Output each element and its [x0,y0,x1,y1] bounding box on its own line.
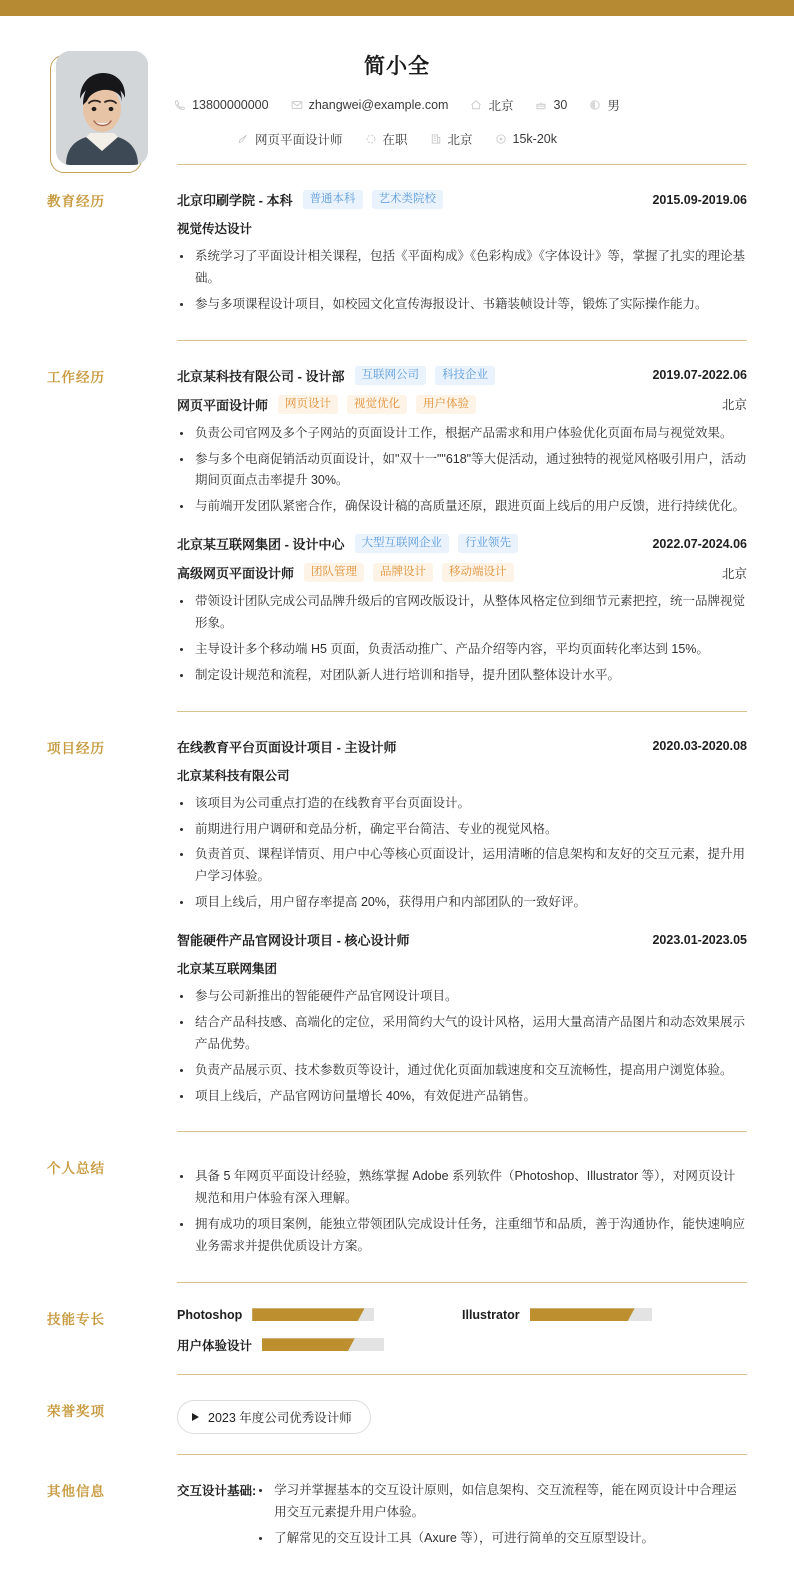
skill-progress-fill [530,1308,635,1321]
tag: 团队管理 [304,563,364,582]
skills-grid [177,1308,747,1354]
section-3 [47,1131,747,1282]
entry-subline: 视觉传达设计 [177,222,253,236]
phone-icon [174,99,186,111]
tag: 行业领先 [458,534,518,553]
list-item: 具备 5 年网页平面设计经验，熟练掌握 Adobe 系列软件（Photoshop、Illustrator 等），对网页设计规范和用户体验有深入理解。 [177,1166,747,1210]
meta-email [291,98,449,112]
section-0 [47,164,747,340]
bullet-list [177,423,747,519]
skill-progress-fill [252,1308,364,1321]
entry-title-group [177,534,527,553]
meta-target-job [237,130,343,148]
entry-title-group [177,366,504,385]
meta-age-text: 30 [553,98,568,112]
section-content [177,1386,747,1454]
play-triangle-icon [192,1413,199,1421]
list-item: 主导设计多个移动端 H5 页面，负责活动推广、产品介绍等内容，平均页面转化率达到 15%。 [177,639,747,661]
resume-header [0,16,794,164]
meta-gender-text: 男 [607,99,620,113]
entry-title-group [177,930,420,949]
honor-label: 2023 年度公司优秀设计师 [208,1410,352,1425]
list-item: 负责首页、课程详情页、用户中心等核心页面设计，运用清晰的信息架构和友好的交互元素，提升用户学习体验。 [177,844,747,888]
section-label: 工作经历 [47,369,105,385]
meta-salary [495,132,557,146]
list-item: 了解常见的交互设计工具（Axure 等），可进行简单的交互原型设计。 [256,1528,747,1550]
meta-phone-text: 13800000000 [192,98,269,112]
bullet-list [177,246,747,316]
skill-name: Photoshop [177,1307,243,1322]
bullet-list [177,1166,747,1258]
tag: 用户体验 [416,395,476,414]
skill-progress-track [530,1308,652,1321]
section-label: 其他信息 [47,1483,105,1499]
experience-entry [177,190,747,316]
list-item: 参与多个电商促销活动页面设计，如"双十一""618"等大促活动，通过独特的视觉风格吸引用户，活动期间页面点击率提升 30%。 [177,449,747,493]
avatar [50,51,148,175]
meta-target-city-text: 北京 [447,133,473,147]
tag: 艺术类院校 [372,190,444,209]
tag: 品牌设计 [373,563,433,582]
entry-date-range: 2020.03-2020.08 [652,739,747,754]
entry-location: 北京 [721,566,747,581]
entry-header-row [177,366,747,385]
section-content [177,1143,747,1282]
entry-date-range: 2019.07-2022.06 [652,368,747,383]
resume-body [0,164,794,1574]
section-content [177,1466,747,1574]
section-content [177,352,747,711]
section-6 [47,1454,747,1574]
experience-entry [177,534,747,687]
entry-role-row [177,395,747,414]
bullet-list [256,1480,747,1550]
experience-entry [177,930,747,1107]
rocket-icon [237,133,249,145]
skill-progress-track [262,1338,384,1351]
entry-header-row [177,737,747,756]
honor-badge[interactable] [177,1400,371,1434]
list-item: 系统学习了平面设计相关课程，包括《平面构成》《色彩构成》《字体设计》等，掌握了扎实的理论基础。 [177,246,747,290]
entry-organization: 北京印刷学院 - 本科 [177,193,293,208]
section-content [177,1294,747,1374]
avatar-photo [56,51,148,165]
meta-email-text: zhangwei@example.com [308,98,449,112]
entry-role-row [177,563,747,582]
section-label: 荣誉奖项 [47,1403,105,1419]
list-item: 与前端开发团队紧密合作，确保设计稿的高质量还原，跟进页面上线后的用户反馈，进行持续优化。 [177,496,747,518]
entry-role-group [177,563,523,582]
tag: 视觉优化 [347,395,407,414]
other-info-row [177,1480,747,1554]
list-item: 项目上线后，产品官网访问量增长 40%，有效促进产品销售。 [177,1086,747,1108]
gender-icon [589,99,601,111]
status-icon [365,133,377,145]
skill-progress-fill [262,1338,355,1351]
skill-name: 用户体验设计 [177,1338,253,1353]
entry-role: 网页平面设计师 [177,397,269,413]
top-accent-bar [0,0,794,16]
entry-date-range: 2022.07-2024.06 [652,536,747,551]
skill-item [462,1308,747,1322]
meta-target-city [430,130,473,148]
entry-role-group [177,395,485,414]
entry-header-row [177,190,747,209]
meta-hometown-text: 北京 [488,99,514,113]
meta-job-status-text: 在职 [382,133,408,147]
skill-item [177,1308,462,1322]
list-item: 该项目为公司重点打造的在线教育平台页面设计。 [177,793,747,815]
entry-organization: 北京某互联网集团 - 设计中心 [177,537,345,553]
list-item: 前期进行用户调研和竞品分析，确定平台简洁、专业的视觉风格。 [177,819,747,841]
meta-gender [589,96,620,114]
skill-name: Illustrator [462,1307,520,1322]
tag: 移动端设计 [442,563,514,582]
meta-salary-text: 15k-20k [512,132,558,146]
entry-location: 北京 [721,398,747,413]
list-item: 参与多项课程设计项目，如校园文化宣传海报设计、书籍装帧设计等，锻炼了实际操作能力。 [177,294,747,316]
skill-item [177,1336,462,1354]
experience-entry [177,737,747,914]
section-label: 技能专长 [47,1311,105,1327]
bullet-list [177,591,747,687]
meta-target-job-text: 网页平面设计师 [254,133,343,147]
other-info-value [256,1480,747,1554]
bullet-list [177,793,747,914]
list-item: 参与公司新推出的智能硬件产品官网设计项目。 [177,986,747,1008]
entry-date-range: 2023.01-2023.05 [652,932,747,947]
home-icon [470,99,482,111]
entry-organization: 在线教育平台页面设计项目 - 主设计师 [177,739,397,755]
entry-header-row [177,534,747,553]
list-item: 带领设计团队完成公司品牌升级后的官网改版设计，从整体风格定位到细节元素把控，统一品牌视觉形象。 [177,591,747,635]
list-item: 制定设计规范和流程，对团队新人进行培训和指导，提升团队整体设计水平。 [177,665,747,687]
salary-icon [495,133,507,145]
meta-hometown [470,96,513,114]
tag: 科技企业 [435,366,495,385]
tag: 大型互联网企业 [355,534,450,553]
entry-title-group [177,190,452,209]
section-content [177,723,747,1132]
mail-icon [291,99,303,111]
cake-icon [535,99,547,111]
other-info-key: 交互设计基础: [177,1483,257,1498]
entry-organization: 智能硬件产品官网设计项目 - 核心设计师 [177,933,410,948]
section-label: 项目经历 [47,740,105,756]
list-item: 结合产品科技感、高端化的定位，采用简约大气的设计风格，运用大量高清产品图片和动态效果展示产品优势。 [177,1012,747,1056]
tag: 网页设计 [278,395,338,414]
section-label: 教育经历 [47,194,105,209]
meta-age [535,98,567,112]
entry-role: 高级网页平面设计师 [177,566,295,582]
entry-date-range: 2015.09-2019.06 [652,192,747,207]
entry-subline: 北京某互联网集团 [177,962,278,976]
section-5 [47,1374,747,1454]
bullet-list [177,986,747,1107]
entry-organization: 北京某科技有限公司 - 设计部 [177,368,345,384]
entry-title-group [177,737,407,756]
tag: 互联网公司 [355,366,427,385]
section-content [177,176,747,340]
list-item: 负责产品展示页、技术参数页等设计，通过优化页面加载速度和交互流畅性，提高用户浏览体验。 [177,1060,747,1082]
entry-header-row [177,930,747,949]
section-4 [47,1282,747,1374]
tag: 普通本科 [303,190,363,209]
page-title: 简小全 [364,55,430,78]
skill-progress-track [252,1308,374,1321]
list-item: 学习并掌握基本的交互设计原则，如信息架构、交互流程等，能在网页设计中合理运用交互元素提升用户体验。 [256,1480,747,1524]
list-item: 项目上线后，用户留存率提高 20%，获得用户和内部团队的一致好评。 [177,892,747,914]
entry-subline: 北京某科技有限公司 [177,768,290,783]
section-2 [47,711,747,1132]
experience-entry [177,366,747,519]
meta-job-status [365,130,408,148]
meta-phone [174,98,268,112]
list-item: 拥有成功的项目案例，能独立带领团队完成设计任务，注重细节和品质，善于沟通协作，能快速响应业务需求并提供优质设计方案。 [177,1214,747,1258]
section-1 [47,340,747,711]
list-item: 负责公司官网及多个子网站的页面设计工作，根据产品需求和用户体验优化页面布局与视觉效果。 [177,423,747,445]
building-icon [430,133,442,145]
section-label: 个人总结 [47,1161,105,1177]
